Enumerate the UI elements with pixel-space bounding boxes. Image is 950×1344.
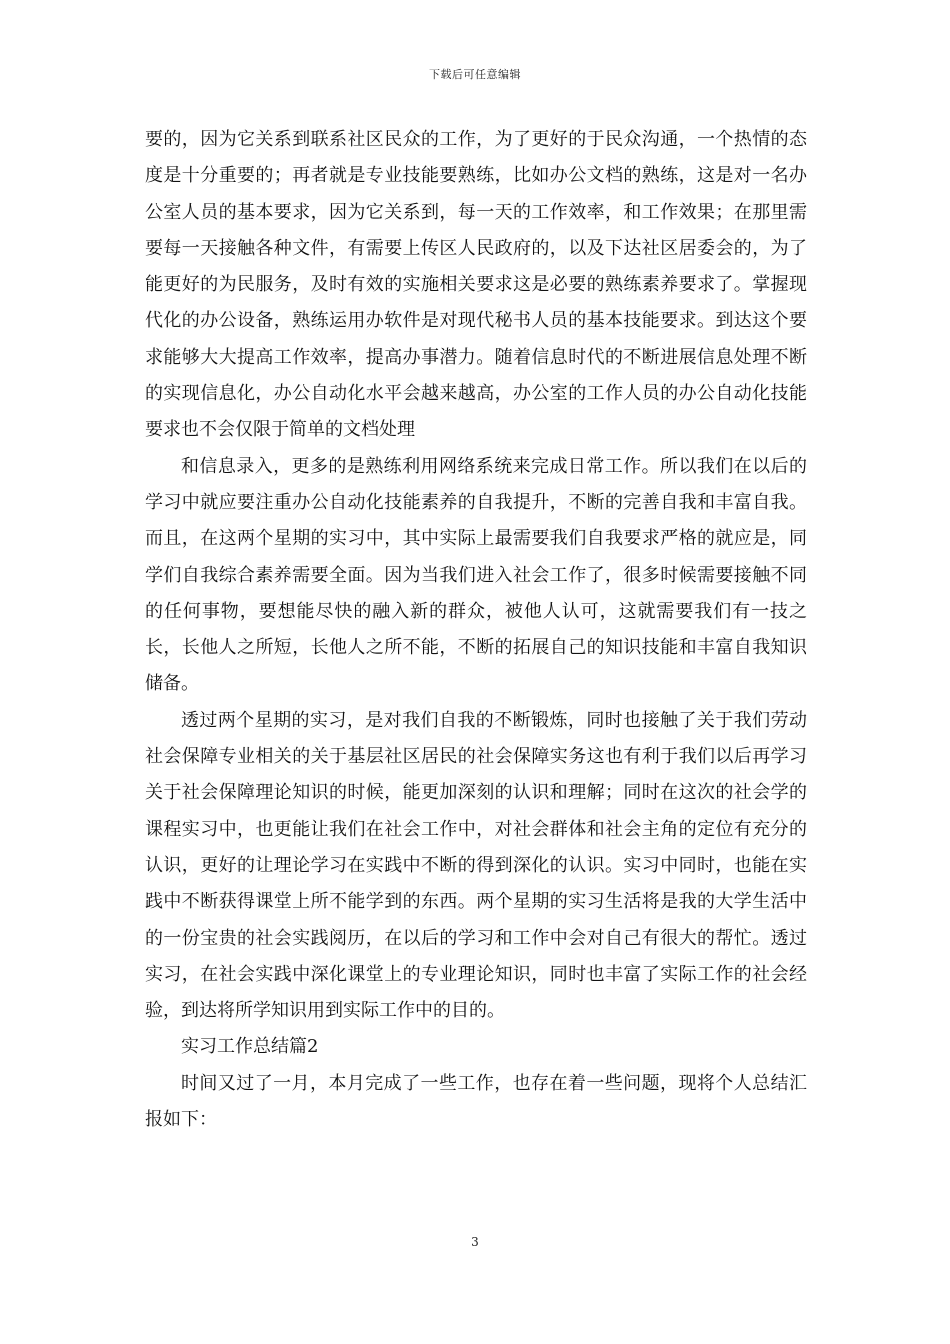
paragraph-1: 要的，因为它关系到联系社区民众的工作，为了更好的于民众沟通，一个热情的态度是十分重要的；再者就是专业技能要熟练，比如办公文档的熟练，这是对一名办公室人员的基本要求，因为它关系到，每一天的工作效率，和工作效果；在那里需要每一天接触各种文件，有需要上传区人民政府的，以及下达社区居委会的，为了能更好的为民服务，及时有效的实施相关要求这是必要的熟练素养要求了。掌握现代化的办公设备，熟练运用办软件是对现代秘书人员的基本技能要求。到达这个要求能够大大提高工作效率，提高办事潜力。随着信息时代的不断进展信息处理不断的实现信息化，办公自动化水平会越来越高，办公室的工作人员的办公自动化技能要求也不会仅限于简单的文档处理 [145,129,807,441]
paragraph-3: 透过两个星期的实习，是对我们自我的不断锻炼，同时也接触了关于我们劳动社会保障专业相关的关于基层社区居民的社会保障实务这也有利于我们以后再学习关于社会保障理论知识的时候，能更加深刻的认识和理解；同时在这次的社会学的课程实习中，也更能让我们在社会工作中，对社会群体和社会主角的定位有充分的认识，更好的让理论学习在实践中不断的得到深化的认识。实习中同时，也能在实践中不断获得课堂上所不能学到的东西。两个星期的实习生活将是我的大学生活中的一份宝贵的社会实践阅历，在以后的学习和工作中会对自己有很大的帮忙。透过实习，在社会实践中深化课堂上的专业理论知识，同时也丰富了实际工作的社会经验，到达将所学知识用到实际工作中的目的。 [145,709,807,1022]
page-number: 3 [471,1235,479,1249]
paragraph-2: 和信息录入，更多的是熟练利用网络系统来完成日常工作。所以我们在以后的学习中就应要注重办公自动化技能素养的自我提升，不断的完善自我和丰富自我。而且，在这两个星期的实习中，其中实际上最需要我们自我要求严格的就应是，同学们自我综合素养需要全面。因为当我们进入社会工作了，很多时候需要接触不同的任何事物，要想能尽快的融入新的群众，被他人认可，这就需要我们有一技之长，长他人之所短，长他人之所不能，不断的拓展自己的知识技能和丰富自我知识储备。 [145,455,807,695]
section-heading: 实习工作总结篇2 [181,1036,319,1058]
page-header: 下载后可任意编辑 [429,68,521,81]
paragraph-4: 时间又过了一月，本月完成了一些工作，也存在着一些问题，现将个人总结汇报如下： [145,1072,807,1131]
document-body [145,122,807,1138]
